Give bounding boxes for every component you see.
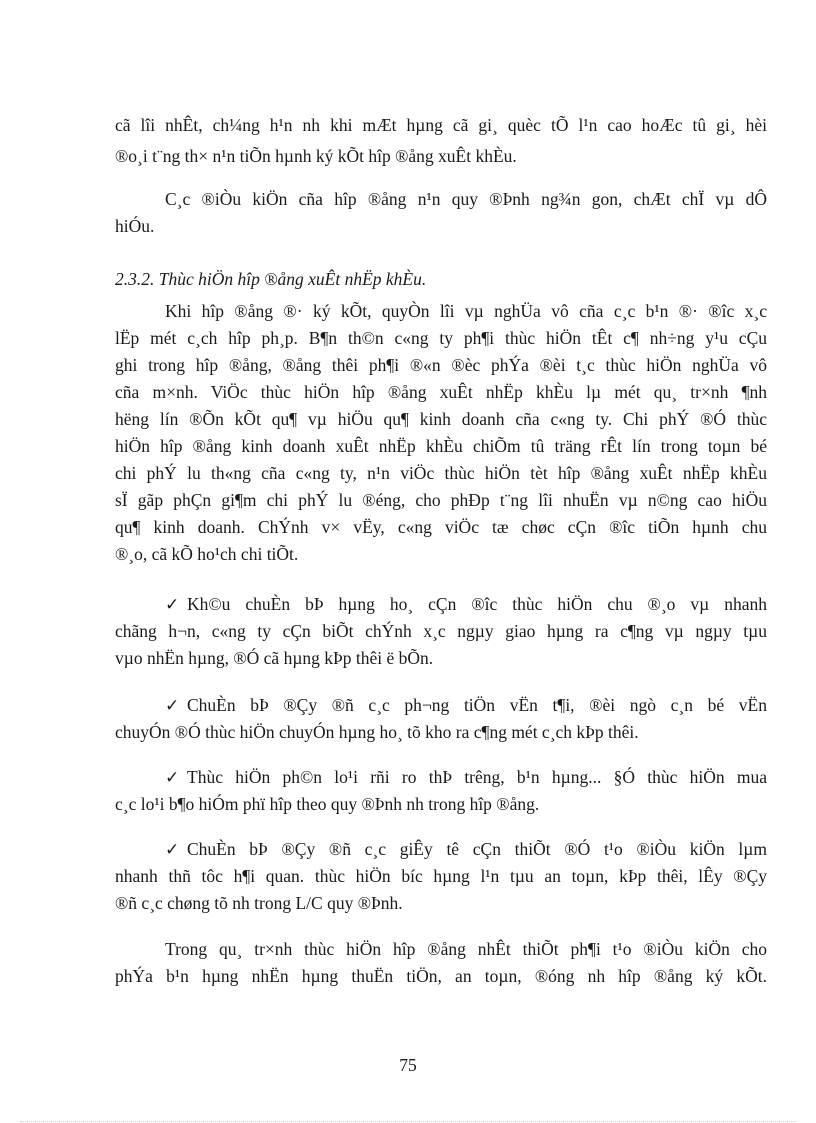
body-text-line: ®o¸i t¨ng th× n¹n tiÕn hµnh ký kÕt hîp ®ång xuÊt khÈu.: [115, 146, 517, 166]
bullet-item: [165, 764, 767, 791]
bullet-item: [165, 591, 767, 618]
page-number: 75: [399, 1055, 417, 1075]
section-heading: 2.3.2. Thùc hiÖn hîp ®ång xuÊt nhËp khÈu.: [115, 269, 427, 289]
check-icon: ✓: [165, 595, 180, 615]
body-text-line: chi phÝ lu th«ng cña c«ng ty, n¹n viÖc thùc hiÖn tèt hîp ®ång xuÊt nhËp khÈu: [115, 463, 767, 483]
bullet-text: ChuÈn bÞ ®Çy ®ñ c¸c giÊy tê cÇn thiÕt ®Ó t¹o ®iÒu kiÖn lµm: [187, 839, 767, 859]
body-text-line: cã lîi nhÊt, ch¼ng h¹n nh khi mÆt hµng cã gi¸ quèc tÕ l¹n cao hoÆc tû gi¸ hèi: [115, 115, 767, 135]
body-text-line: c¸c lo¹i b¶o hiÓm phï hîp theo quy ®Þnh nh trong hîp ®ång.: [115, 794, 540, 814]
body-text-line: hiÓu.: [115, 216, 155, 236]
body-text-line: hëng lín ®Õn kÕt qu¶ vµ hiÖu qu¶ kinh doanh cña c«ng ty. Chi phÝ ®Ó thùc: [115, 409, 767, 429]
body-text-line: C¸c ®iÒu kiÖn cña hîp ®ång n¹n quy ®Þnh ng¾n gon, chÆt chÏ vµ dÔ: [165, 189, 767, 209]
bullet-text: ChuÈn bÞ ®Çy ®ñ c¸c ph¬ng tiÖn vËn t¶i, ®èi ngò c¸n bé vËn: [187, 695, 767, 715]
bullet-text: Kh©u chuÈn bÞ hµng ho¸ cÇn ®îc thùc hiÖn chu ®¸o vµ nhanh: [187, 594, 767, 614]
body-text-line: cña m×nh. ViÖc thùc hiÖn hîp ®ång xuÊt nhËp khÈu lµ mét qu¸ tr×nh ¶nh: [115, 382, 767, 402]
bullet-item: [165, 692, 767, 719]
body-text-line: sÏ gãp phÇn gi¶m chi phÝ lu ®éng, cho phÐp t¨ng lîi nhuËn vµ n©ng cao hiÖu: [115, 490, 767, 510]
body-text-line: qu¶ kinh doanh. ChÝnh v× vËy, c«ng viÖc tæ chøc cÇn ®îc tiÕn hµnh chu: [115, 517, 767, 537]
body-text-line: lËp mét c¸ch hîp ph¸p. B¶n th©n c«ng ty ph¶i thùc hiÖn tÊt c¶ nh÷ng y¹u cÇu: [115, 328, 767, 348]
body-text-line: vµo nhËn hµng, ®Ó cã hµng kÞp thêi ë bÕn.: [115, 648, 434, 668]
body-text-line: chãng h¬n, c«ng ty cÇn biÕt chÝnh x¸c ngµy giao hµng ra c¶ng vµ ngµy tµu: [115, 621, 767, 641]
body-text-line: Khi hîp ®ång ®· ký kÕt, quyÒn lîi vµ nghÜa vô cña c¸c b¹n ®· ®îc x¸c: [165, 301, 767, 321]
body-text-line: Trong qu¸ tr×nh thùc hiÖn hîp ®ång nhÊt thiÕt ph¶i t¹o ®iÒu kiÖn cho: [165, 939, 767, 959]
bullet-text: Thùc hiÖn ph©n lo¹i rñi ro thÞ trêng, b¹n hµng... §Ó thùc hiÖn mua: [187, 767, 767, 787]
body-text-line: hiÖn hîp ®ång kinh doanh xuÊt nhËp khÈu chiÕm tû träng rÊt lín trong toµn bé: [115, 436, 767, 456]
body-text-line: phÝa b¹n hµng nhËn hµng thuËn tiÖn, an toµn, ®óng nh hîp ®ång ký kÕt.: [115, 966, 767, 986]
body-text-line: ®¸o, cã kÕ ho¹ch chi tiÕt.: [115, 544, 299, 564]
check-icon: ✓: [165, 840, 180, 860]
body-text-line: nhanh thñ tôc h¶i quan. thùc hiÖn bíc hµng l¹n tµu an toµn, kÞp thêi, lÊy ®Çy: [115, 866, 767, 886]
body-text-line: ®ñ c¸c chøng tõ nh trong L/C quy ®Þnh.: [115, 893, 403, 913]
body-text-line: ghi trong hîp ®ång, ®ång thêi ph¶i ®«n ®èc phÝa ®èi t¸c thùc hiÖn nghÜa vô: [115, 355, 767, 375]
check-icon: ✓: [165, 696, 180, 716]
page-border: [20, 1121, 796, 1122]
check-icon: ✓: [165, 768, 180, 788]
body-text-line: chuyÓn ®Ó thùc hiÖn chuyÓn hµng ho¸ tõ kho ra c¶ng mét c¸ch kÞp thêi.: [115, 722, 639, 742]
bullet-item: [165, 836, 767, 863]
